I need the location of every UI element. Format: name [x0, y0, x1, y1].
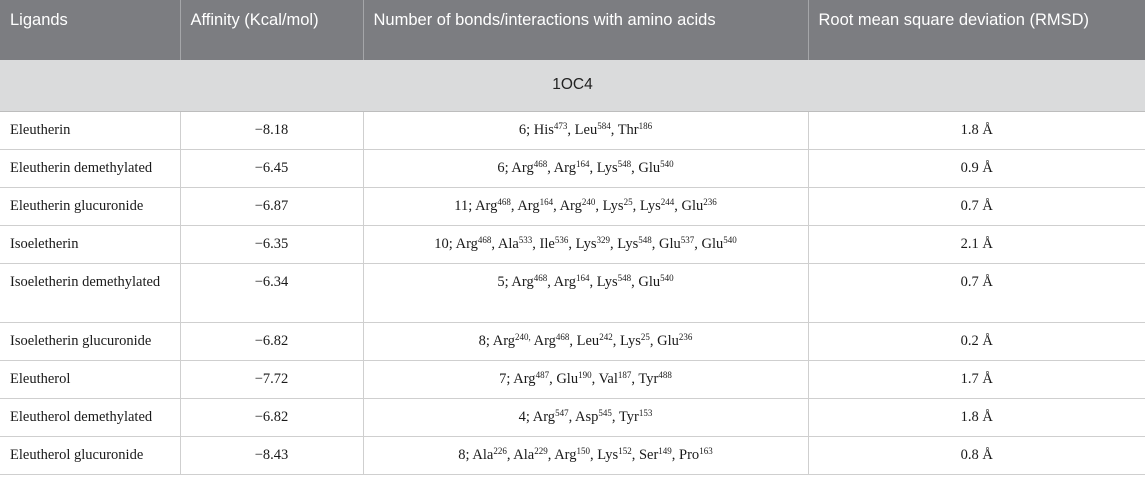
residue-name: Glu: [701, 235, 724, 252]
residue-position: 548: [638, 234, 652, 245]
rmsd-cell: 0.2 Å: [808, 322, 1145, 360]
table-row: [0, 436, 1145, 474]
bond-count: 5: [497, 273, 505, 290]
residue-position: 240,: [515, 331, 531, 342]
residue-name: Glu: [657, 332, 679, 349]
residue-name: Asp: [575, 408, 599, 425]
bonds-cell: 8; Ala$^{226}$, Ala$^{229}$, Arg$^{150}$, Lys$^{152}$, Ser$^{149}$, Pro$^{163}$: [363, 436, 808, 474]
bonds-cell: 6; His$^{473}$, Leu$^{584}$, Thr$^{186}$: [363, 111, 808, 149]
residue-name: Pro: [679, 446, 700, 463]
residue-position: 468: [477, 234, 492, 245]
rmsd-cell: 0.9 Å: [808, 149, 1145, 187]
residue-position: 153: [638, 407, 653, 418]
residue-name: Glu: [638, 273, 661, 290]
affinity-cell: −8.18: [180, 111, 363, 149]
residue-name: His: [533, 121, 554, 138]
residue-position: 488: [658, 369, 672, 380]
residue-name: Lys: [639, 197, 661, 214]
table-row: [0, 263, 1145, 322]
rmsd-cell: 1.8 Å: [808, 111, 1145, 149]
residue-name: Arg: [511, 273, 534, 290]
residue-position: 187: [617, 369, 632, 380]
bonds-cell: 5; Arg$^{468}$, Arg$^{164}$, Lys$^{548}$, Glu$^{540}$: [363, 263, 808, 322]
rmsd-cell: 0.8 Å: [808, 436, 1145, 474]
residue-name: Lys: [602, 197, 624, 214]
residue-position: 548: [617, 158, 632, 169]
residue-position: 236: [703, 196, 717, 207]
bonds-cell: 8; Arg$^{240,}$ Arg$^{468}$, Leu$^{242}$, Lys$^{25}$, Glu$^{236}$: [363, 322, 808, 360]
table-row: [0, 322, 1145, 360]
residue-position: 468: [533, 272, 548, 283]
residue-name: Ile: [539, 235, 555, 252]
residue-name: Ala: [497, 235, 519, 252]
residue-name: Ala: [513, 446, 535, 463]
table-row: [0, 225, 1145, 263]
residue-position: 584: [597, 120, 611, 131]
affinity-cell: −6.82: [180, 398, 363, 436]
bonds-cell: 6; Arg$^{468}$, Arg$^{164}$, Lys$^{548}$, Glu$^{540}$: [363, 149, 808, 187]
affinity-cell: −8.43: [180, 436, 363, 474]
affinity-cell: −6.87: [180, 187, 363, 225]
residue-position: 533: [518, 234, 533, 245]
residue-name: Thr: [617, 121, 639, 138]
residue-name: Leu: [574, 121, 598, 138]
ligand-cell: Eleutherin glucuronide: [0, 187, 180, 225]
residue-position: 164: [575, 158, 590, 169]
ligand-cell: Eleutherol demethylated: [0, 398, 180, 436]
bond-count: 7: [499, 370, 507, 387]
bond-count: 6: [497, 159, 505, 176]
residue-position: 540: [723, 234, 737, 245]
rmsd-cell: 2.1 Å: [808, 225, 1145, 263]
affinity-cell: −7.72: [180, 360, 363, 398]
residue-name: Arg: [553, 159, 576, 176]
table-row: [0, 360, 1145, 398]
table-row: [0, 187, 1145, 225]
residue-position: 25: [640, 331, 650, 342]
header-row: [0, 0, 1145, 60]
residue-name: Arg: [455, 235, 478, 252]
header-affinity: Affinity (Kcal/mol): [180, 0, 363, 60]
residue-position: 536: [554, 234, 569, 245]
residue-name: Val: [598, 370, 618, 387]
residue-name: Arg: [559, 197, 582, 214]
residue-position: 329: [596, 234, 611, 245]
residue-name: Arg: [553, 273, 576, 290]
ligand-cell: Isoeletherin: [0, 225, 180, 263]
residue-name: Lys: [619, 332, 641, 349]
table-row: [0, 111, 1145, 149]
rmsd-cell: 0.7 Å: [808, 263, 1145, 322]
header-bonds: Number of bonds/interactions with amino acids: [363, 0, 808, 60]
residue-name: Arg: [511, 159, 534, 176]
residue-position: 152: [618, 445, 632, 456]
ligand-cell: Eleutherin: [0, 111, 180, 149]
residue-name: Leu: [576, 332, 600, 349]
bonds-cell: 7; Arg$^{487}$, Glu$^{190}$, Val$^{187}$, Tyr$^{488}$: [363, 360, 808, 398]
residue-position: 190: [578, 369, 592, 380]
residue-position: 164: [539, 196, 554, 207]
residue-position: 468: [555, 331, 570, 342]
bond-count: 11: [454, 197, 469, 214]
table-row: [0, 398, 1145, 436]
bonds-cell: 10; Arg$^{468}$, Ala$^{533}$, Ile$^{536}$, Lys$^{329}$, Lys$^{548}$, Glu$^{537}$, Glu$^{540}$: [363, 225, 808, 263]
residue-name: Arg: [513, 370, 536, 387]
bond-count: 10: [434, 235, 449, 252]
residue-name: Ala: [472, 446, 494, 463]
residue-name: Lys: [617, 235, 639, 252]
residue-name: Lys: [575, 235, 597, 252]
residue-position: 473: [553, 120, 568, 131]
residue-position: 150: [576, 445, 590, 456]
residue-position: 547: [555, 407, 569, 418]
residue-position: 229: [534, 445, 548, 456]
rmsd-cell: 1.8 Å: [808, 398, 1145, 436]
group-row: [0, 60, 1145, 111]
residue-name: Tyr: [638, 370, 659, 387]
rmsd-cell: 1.7 Å: [808, 360, 1145, 398]
residue-position: 540: [660, 272, 674, 283]
residue-name: Glu: [659, 235, 681, 252]
affinity-cell: −6.82: [180, 322, 363, 360]
ligand-cell: Eleutherin demethylated: [0, 149, 180, 187]
residue-position: 163: [699, 445, 713, 456]
residue-name: Lys: [596, 273, 618, 290]
residue-name: Glu: [681, 197, 704, 214]
residue-name: Arg: [517, 197, 540, 214]
bond-count: 6: [518, 121, 527, 138]
table-row: [0, 149, 1145, 187]
bonds-cell: 4; Arg$^{547}$, Asp$^{545}$, Tyr$^{153}$: [363, 398, 808, 436]
residue-position: 487: [535, 369, 550, 380]
residue-position: 240: [581, 196, 596, 207]
residue-name: Arg: [492, 332, 516, 349]
bond-count: 8: [478, 332, 486, 349]
residue-position: 242: [599, 331, 613, 342]
header-ligands: Ligands: [0, 0, 180, 60]
residue-name: Glu: [638, 159, 661, 176]
residue-position: 236: [678, 331, 693, 342]
bonds-cell: 11; Arg$^{468}$, Arg$^{164}$, Arg$^{240}$, Lys$^{25}$, Lys$^{244}$, Glu$^{236}$: [363, 187, 808, 225]
bond-count: 4: [518, 408, 526, 425]
ligand-cell: Isoeletherin glucuronide: [0, 322, 180, 360]
affinity-cell: −6.35: [180, 225, 363, 263]
ligand-cell: Isoeletherin demethylated: [0, 263, 180, 322]
ligand-cell: Eleutherol glucuronide: [0, 436, 180, 474]
residue-position: 149: [658, 445, 672, 456]
residue-name: Ser: [638, 446, 659, 463]
residue-position: 25: [623, 196, 633, 207]
residue-position: 468: [497, 196, 511, 207]
residue-name: Arg: [554, 446, 577, 463]
residue-position: 226: [493, 445, 507, 456]
residue-position: 537: [680, 234, 695, 245]
header-rmsd: Root mean square deviation (RMSD): [808, 0, 1145, 60]
residue-position: 244: [660, 196, 675, 207]
group-label: 1OC4: [0, 60, 1145, 111]
residue-name: Lys: [597, 446, 619, 463]
residue-name: Arg: [475, 197, 498, 214]
residue-name: Tyr: [618, 408, 639, 425]
affinity-cell: −6.34: [180, 263, 363, 322]
affinity-cell: −6.45: [180, 149, 363, 187]
residue-position: 540: [660, 158, 674, 169]
residue-name: Arg: [532, 408, 556, 425]
residue-position: 468: [533, 158, 548, 169]
bond-count: 8: [458, 446, 466, 463]
rmsd-cell: 0.7 Å: [808, 187, 1145, 225]
residue-position: 548: [617, 272, 632, 283]
residue-name: Lys: [596, 159, 618, 176]
residue-name: Arg: [533, 332, 556, 349]
residue-position: 186: [638, 120, 653, 131]
residue-position: 164: [575, 272, 590, 283]
residue-position: 545: [598, 407, 612, 418]
residue-name: Glu: [556, 370, 579, 387]
ligand-cell: Eleutherol: [0, 360, 180, 398]
